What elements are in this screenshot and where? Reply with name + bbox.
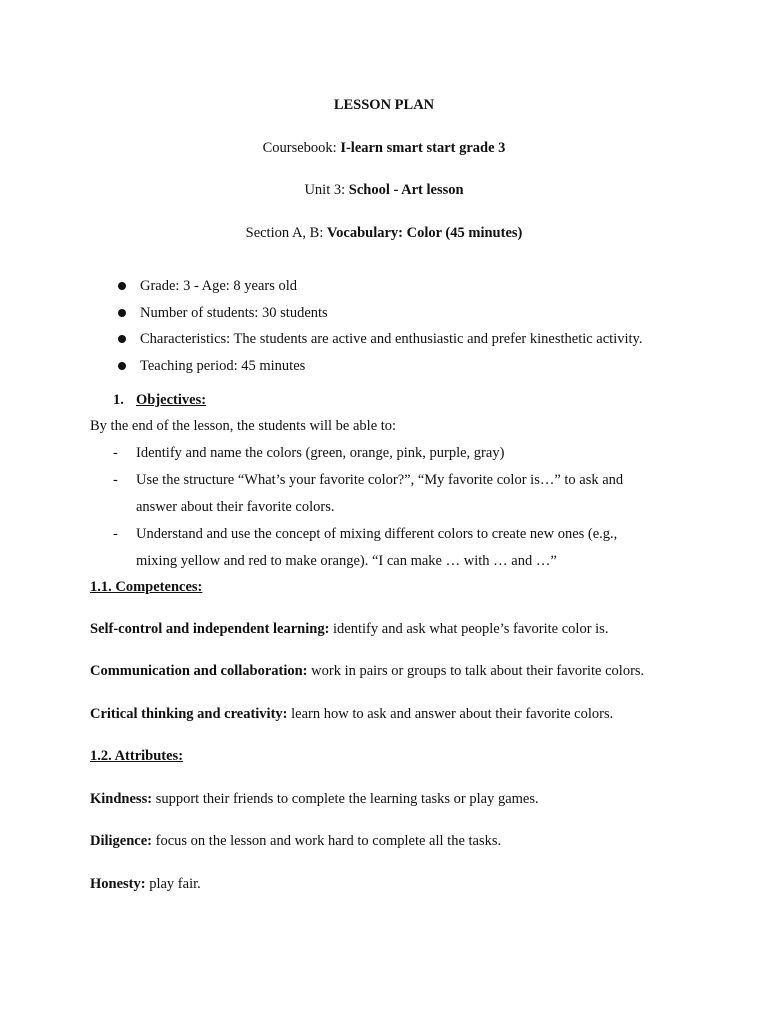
- objectives-number: 1.: [113, 392, 124, 408]
- bullet-dot-icon: [118, 309, 126, 317]
- dash-marker: -: [113, 526, 118, 542]
- objective-item: Use the structure “What’s your favorite color?”, “My favorite color is…” to ask and: [136, 472, 624, 488]
- attribute-term: Diligence:: [90, 833, 153, 849]
- objective-item: Identify and name the colors (green, orange, pink, purple, gray): [136, 445, 505, 461]
- attribute-term: Honesty:: [90, 876, 146, 892]
- attribute-item: [90, 875, 201, 893]
- objective-item-continuation: mixing yellow and red to make orange). “I can make … with … and …”: [136, 553, 557, 569]
- objectives-heading: Objectives:: [136, 392, 207, 408]
- competence-item: [90, 662, 644, 680]
- bullet-item: Number of students: 30 students: [140, 305, 328, 321]
- attribute-term: Kindness:: [90, 791, 153, 807]
- bullet-dot-icon: [118, 362, 126, 370]
- section-line: [0, 224, 768, 242]
- bullet-dot-icon: [118, 335, 126, 343]
- competence-item: [90, 620, 608, 638]
- dash-marker: -: [113, 472, 118, 488]
- unit-line: [0, 181, 768, 199]
- competence-text: identify and ask what people’s favorite color is.: [329, 621, 609, 637]
- attribute-item: [90, 790, 539, 808]
- dash-marker: -: [113, 445, 118, 461]
- unit-value: School - Art lesson: [348, 182, 464, 198]
- competence-item: [90, 705, 613, 723]
- coursebook-line: [0, 139, 768, 157]
- section-label: Section A, B:: [245, 225, 327, 241]
- attribute-item: [90, 832, 501, 850]
- attribute-text: focus on the lesson and work hard to complete all the tasks.: [152, 833, 502, 849]
- competence-term: Critical thinking and creativity:: [90, 706, 288, 722]
- unit-label: Unit 3:: [304, 182, 349, 198]
- objectives-intro: By the end of the lesson, the students will be able to:: [90, 418, 397, 434]
- coursebook-value: I-learn smart start grade 3: [340, 140, 506, 156]
- competence-text: learn how to ask and answer about their favorite colors.: [287, 706, 614, 722]
- page-title: LESSON PLAN: [333, 97, 435, 113]
- attribute-text: play fair.: [145, 876, 201, 892]
- bullet-dot-icon: [118, 282, 126, 290]
- competence-text: work in pairs or groups to talk about their favorite colors.: [307, 663, 645, 679]
- bullet-item: Teaching period: 45 minutes: [140, 358, 306, 374]
- attributes-heading: 1.2. Attributes:: [90, 748, 184, 764]
- objective-item: Understand and use the concept of mixing different colors to create new ones (e.g.,: [136, 526, 618, 542]
- bullet-item: Characteristics: The students are active and enthusiastic and prefer kinesthetic activity.: [140, 331, 643, 347]
- objective-item-continuation: answer about their favorite colors.: [136, 499, 335, 515]
- attribute-text: support their friends to complete the learning tasks or play games.: [152, 791, 539, 807]
- section-value: Vocabulary: Color (45 minutes): [327, 225, 523, 241]
- competence-term: Self-control and independent learning:: [90, 621, 330, 637]
- competence-term: Communication and collaboration:: [90, 663, 308, 679]
- competences-heading: 1.1. Competences:: [90, 579, 203, 595]
- bullet-item: Grade: 3 - Age: 8 years old: [140, 278, 298, 294]
- coursebook-label: Coursebook:: [262, 140, 341, 156]
